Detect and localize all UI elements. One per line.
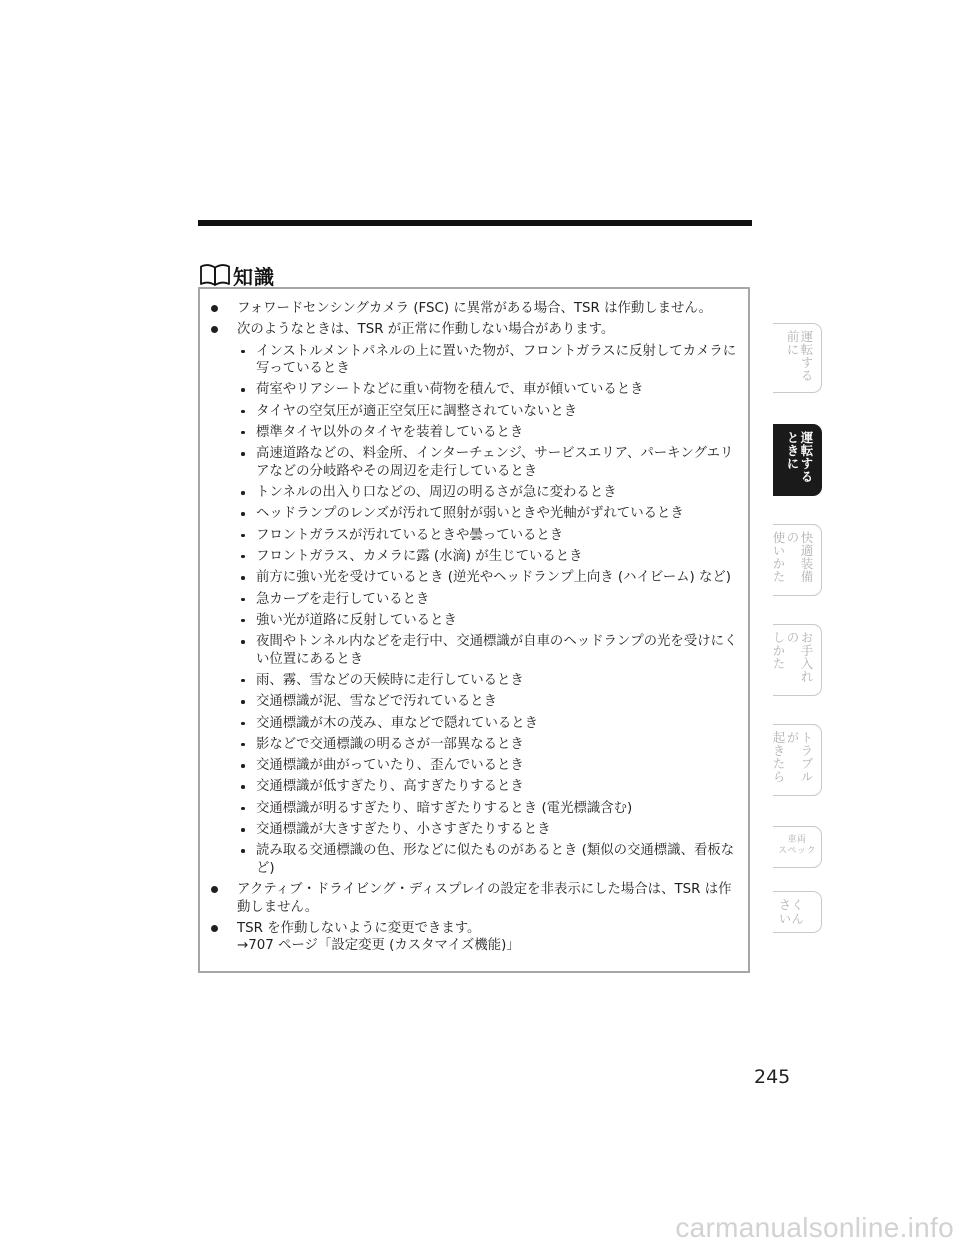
section-title: 知識 xyxy=(233,264,275,289)
sub-list-item: 高速道路などの、料金所、インターチェンジ、サービスエリア、パーキングエリアなどの分岐路やその周辺を走行しているとき xyxy=(233,445,744,480)
list-item: アクティブ・ドライビング・ディスプレイの設定を非表示にした場合は、TSR は作動しません。 xyxy=(210,881,744,916)
header-rule xyxy=(198,220,752,226)
sub-list-item: ヘッドランプのレンズが汚れて照射が弱いときや光軸がずれているとき xyxy=(233,505,744,523)
sub-list-item: フロントガラス、カメラに露 (水滴) が生じているとき xyxy=(233,548,744,566)
list-item: フォワードセンシングカメラ (FSC) に異常がある場合、TSR は作動しません。 xyxy=(210,300,744,318)
sub-list-item: インストルメントパネルの上に置いた物が、フロントガラスに反射してカメラに写っているとき xyxy=(233,343,744,378)
knowledge-list xyxy=(210,300,744,959)
list-item: 次のようなときは、TSR が正常に作動しない場合があります。 インストルメントパネルの上に置いた物が、フロントガラスに反射してカメラに写っているとき 荷室やリアシートなどに重い荷物を積んで、車が傾いているとき タイヤの空気圧が適正空気圧に調整されていないとき 標準タイヤ以外のタイヤを装着しているとき 高速道路などの、料金所、インターチェンジ、サービスエリア、パーキングエリアなどの分岐路やその周辺を走行しているとき トンネルの出入り口などの、周辺の明るさが急に変わるとき ヘッドランプのレンズが汚れて照射が弱いときや光軸がずれているとき フロントガラスが汚れているときや曇っているとき フロントガラス、カメラに露 (水滴) が生じているとき 前方に強い光を受けているとき (逆光やヘッドランプ上向き (ハイビーム) など) 急カーブを走行しているとき 強い光が道路に反射しているとき 夜間やトンネル内などを走行中、交通標識が自車のヘッドランプの光を受けにくい位置にあるとき 雨、霧、雪などの天候時に走行しているとき 交通標識が泥、雪などで汚れているとき 交通標識が木の茂み、車などで隠れているとき 影などで交通標識の明るさが一部異なるとき 交通標識が曲がっていたり、歪んでいるとき 交通標識が低すぎたり、高すぎたりするとき 交通標識が明るすぎたり、暗すぎたりするとき (電光標識含む) 交通標識が大きすぎたり、小さすぎたりするとき 読み取る交通標識の色、形などに似たものがあるとき (類似の交通標識、看板など) xyxy=(210,321,744,877)
sub-list-item: 交通標識が曲がっていたり、歪んでいるとき xyxy=(233,757,744,775)
sub-list-item: 標準タイヤ以外のタイヤを装着しているとき xyxy=(233,424,744,442)
tab-while-driving[interactable]: 運転する ときに xyxy=(773,424,822,496)
tab-before-driving[interactable]: 運転する 前に xyxy=(773,323,822,393)
tab-troubleshooting[interactable]: トラブルが 起きたら xyxy=(773,724,822,796)
page-reference-link[interactable]: →707 ページ「設定変更 (カスタマイズ機能)」 xyxy=(237,938,520,954)
tab-vehicle-specs[interactable]: 車両 スペック xyxy=(773,826,822,868)
sub-list-item: 交通標識が大きすぎたり、小さすぎたりするとき xyxy=(233,821,744,839)
sub-list-item: 交通標識が泥、雪などで汚れているとき xyxy=(233,693,744,711)
sub-list-item: 影などで交通標識の明るさが一部異なるとき xyxy=(233,736,744,754)
tab-comfort-equipment[interactable]: 快適装備の 使いかた xyxy=(773,524,822,596)
sub-list-item: 読み取る交通標識の色、形などに似たものがあるとき (類似の交通標識、看板など) xyxy=(233,842,744,877)
watermark: carmanualsonline.info xyxy=(675,1212,954,1243)
sub-list-item: 交通標識が明るすぎたり、暗すぎたりするとき (電光標識含む) xyxy=(233,800,744,818)
sub-list-item: 急カーブを走行しているとき xyxy=(233,591,744,609)
sub-list-item: 強い光が道路に反射しているとき xyxy=(233,612,744,630)
knowledge-box xyxy=(198,287,750,973)
page-number: 245 xyxy=(754,1066,791,1088)
sub-list-item: 交通標識が低すぎたり、高すぎたりするとき xyxy=(233,778,744,796)
sub-list-item: 雨、霧、雪などの天候時に走行しているとき xyxy=(233,672,744,690)
sub-list-item: 前方に強い光を受けているとき (逆光やヘッドランプ上向き (ハイビーム) など) xyxy=(233,569,744,587)
section-heading xyxy=(199,262,275,288)
list-item: TSR を作動しないように変更できます。 →707 ページ「設定変更 (カスタマイズ機能)」 xyxy=(210,920,744,955)
sub-list-item: フロントガラスが汚れているときや曇っているとき xyxy=(233,527,744,545)
sub-list xyxy=(233,343,744,878)
sub-list-item: 夜間やトンネル内などを走行中、交通標識が自車のヘッドランプの光を受けにくい位置にあるとき xyxy=(233,633,744,668)
open-book-icon xyxy=(199,263,231,287)
sub-list-item: 交通標識が木の茂み、車などで隠れているとき xyxy=(233,715,744,733)
sub-list-item: トンネルの出入り口などの、周辺の明るさが急に変わるとき xyxy=(233,484,744,502)
tab-maintenance[interactable]: お手入れの しかた xyxy=(773,624,822,696)
sub-list-item: タイヤの空気圧が適正空気圧に調整されていないとき xyxy=(233,403,744,421)
tab-index[interactable]: さく いん xyxy=(773,891,822,933)
sub-list-item: 荷室やリアシートなどに重い荷物を積んで、車が傾いているとき xyxy=(233,381,744,399)
